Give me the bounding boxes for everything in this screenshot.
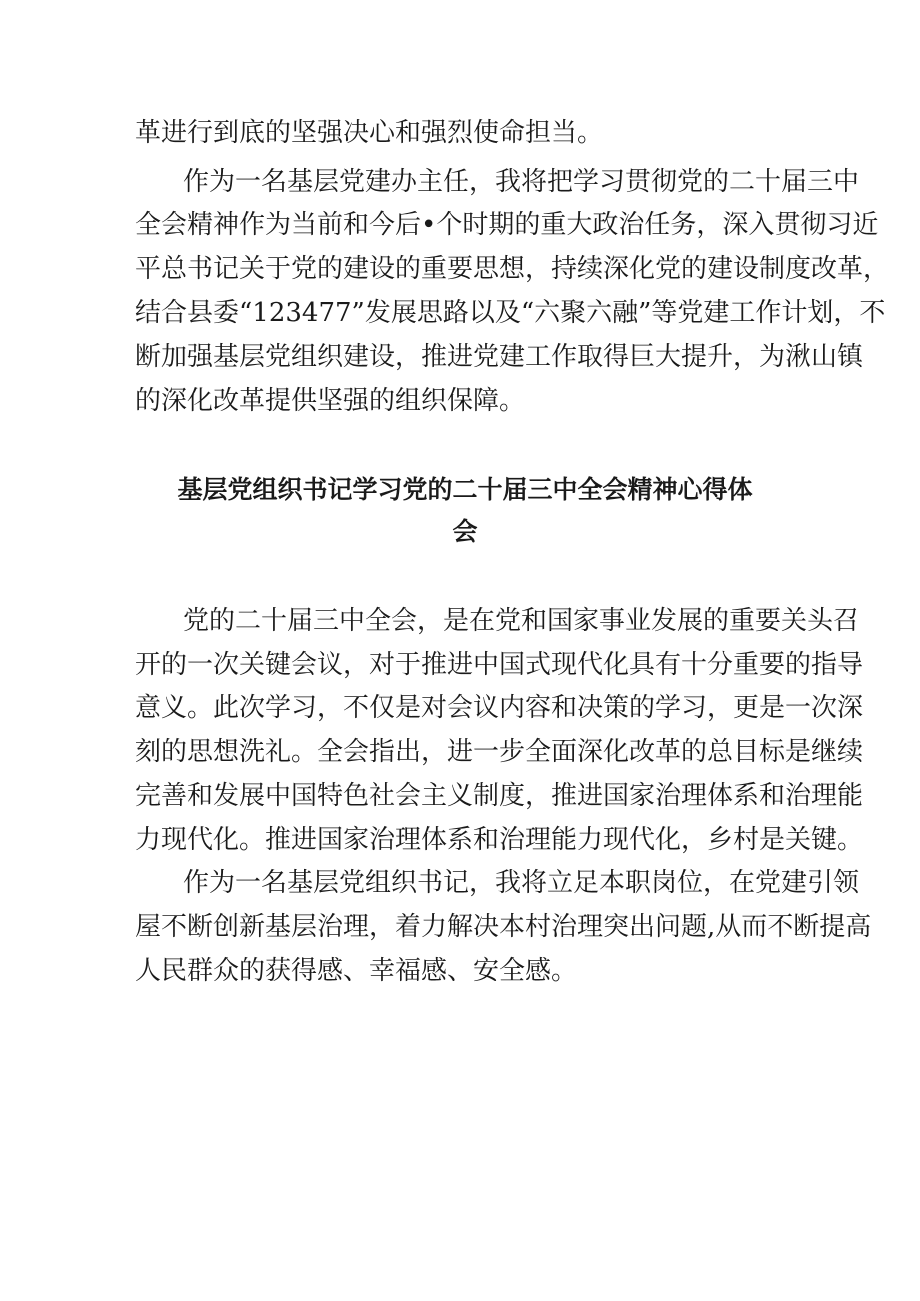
paragraph-line: 完善和发展中国特色社会主义制度，推进国家治理体系和治理能	[135, 781, 864, 811]
paragraph-line: 全会精神作为当前和今后•个时期的重大政治任务，深入贯彻习近	[135, 210, 879, 240]
section-title: 会	[452, 517, 478, 546]
paragraph-line: 党的二十届三中全会，是在党和国家事业发展的重要关头召	[183, 606, 860, 636]
paragraph-line: 开的一次关键会议，对于推进中国式现代化具有十分重要的指导	[135, 650, 864, 680]
paragraph-line: 断加强基层党组织建设，推进党建工作取得巨大提升，为湫山镇	[135, 342, 864, 372]
paragraph-line: 刻的思想洗礼。全会指出，进一步全面深化改革的总目标是继续	[135, 737, 864, 767]
section-title: 基层党组织书记学习党的二十届三中全会精神心得体	[177, 475, 753, 504]
paragraph-line: 革进行到底的坚强决心和强烈使命担当。	[135, 118, 604, 148]
paragraph-line: 作为一名基层党建办主任，我将把学习贯彻党的二十届三中	[183, 167, 860, 197]
paragraph-line: 结合县委“123477”发展思路以及“六聚六融”等党建工作计划，不	[135, 298, 886, 328]
paragraph-line: 屋不断创新基层治理，着力解决本村治理突出问题,从而不断提高	[135, 912, 872, 942]
paragraph-line: 作为一名基层党组织书记，我将立足本职岗位，在党建引领	[183, 868, 860, 898]
paragraph-line: 平总书记关于党的建设的重要思想，持续深化党的建设制度改革，	[135, 254, 890, 284]
paragraph-line: 人民群众的获得感、幸福感、安全感。	[135, 956, 578, 986]
paragraph-line: 意义。此次学习，不仅是对会议内容和决策的学习，更是一次深	[135, 693, 864, 723]
paragraph-line: 的深化改革提供坚强的组织保障。	[135, 386, 526, 416]
paragraph-line: 力现代化。推进国家治理体系和治理能力现代化，乡村是关键。	[135, 825, 864, 855]
